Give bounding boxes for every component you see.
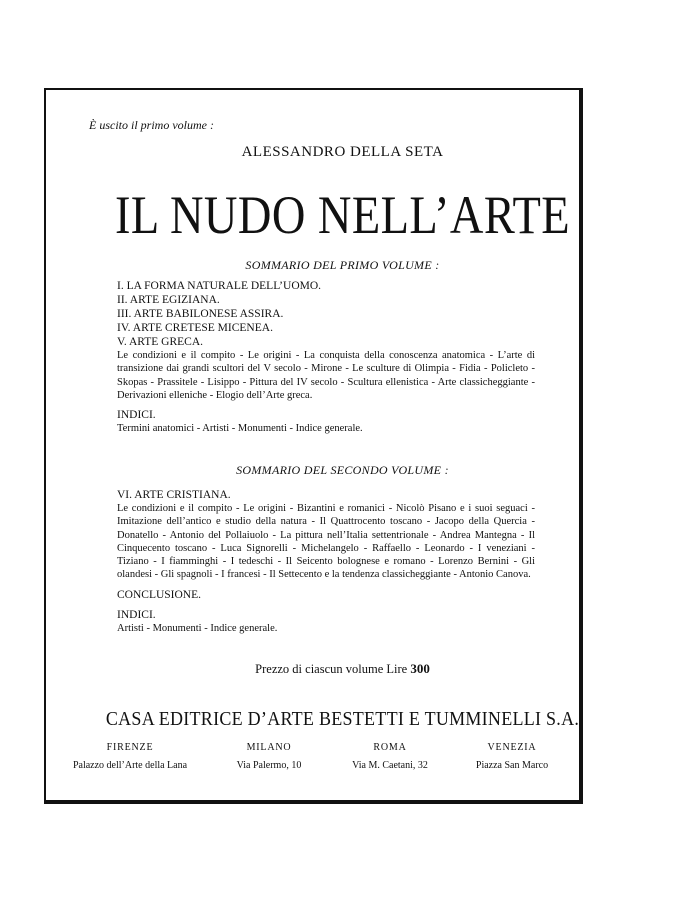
indici-label: INDICI. xyxy=(117,608,156,621)
intro-text: È uscito il primo volume : xyxy=(89,118,214,132)
chapter-item: III. ARTE BABILONESE ASSIRA. xyxy=(117,308,284,320)
chapter-item: IV. ARTE CRETESE MICENEA. xyxy=(117,322,273,334)
book-title: IL NUDO NELL’ARTE xyxy=(114,185,571,245)
author-name: ALESSANDRO DELLA SETA xyxy=(241,144,444,160)
conclusion-label: CONCLUSIONE. xyxy=(117,588,202,601)
office-address: Palazzo dell’Arte della Lana xyxy=(72,760,188,771)
office-city: VENEZIA xyxy=(487,742,537,753)
chapter-greca-contents: Le condizioni e il compito - Le origini - La conquista della conoscenza anatomica - L’arte di transizione dai grandi scultori del V secolo - Mirone - Le sculture di Olimpia - Fidia - Policleto - Skopas - Prassitele - Lisippo - Pittura del IV secolo - Scultura ellenistica - Arte classicheggiante - Derivazioni elleniche - Elogio dell’Arte greca. xyxy=(117,350,535,401)
indici-label: INDICI. xyxy=(117,409,156,422)
chapter-item: I. LA FORMA NATURALE DELL’UOMO. xyxy=(117,280,322,292)
price-line xyxy=(0,661,685,677)
summary-first-volume xyxy=(117,279,535,435)
chapter-item: II. ARTE EGIZIANA. xyxy=(117,294,220,306)
publisher-name: CASA EDITRICE D’ARTE BESTETTI E TUMMINELLI S.A. xyxy=(105,708,580,730)
office-firenze xyxy=(55,742,205,771)
office-city: MILANO xyxy=(246,742,292,753)
chapter-item: V. ARTE GRECA. xyxy=(117,336,203,348)
office-venezia xyxy=(437,742,587,771)
office-address: Via M. Caetani, 32 xyxy=(352,760,428,771)
office-address: Piazza San Marco xyxy=(475,760,549,771)
summary-second-volume-heading: SOMMARIO DEL SECONDO VOLUME : xyxy=(236,463,449,477)
price-label: Prezzo di ciascun volume Lire xyxy=(255,662,408,676)
summary-first-volume-heading: SOMMARIO DEL PRIMO VOLUME : xyxy=(245,258,440,272)
indici-contents: Termini anatomici - Artisti - Monumenti - Indice generale. xyxy=(117,423,363,435)
chapter-item: VI. ARTE CRISTIANA. xyxy=(117,489,231,501)
office-city: FIRENZE xyxy=(106,742,154,753)
office-address: Via Palermo, 10 xyxy=(236,760,302,771)
summary-second-volume xyxy=(117,488,535,635)
price-value: 300 xyxy=(410,661,430,676)
chapter-cristiana-contents: Le condizioni e il compito - Le origini - Bizantini e romanici - Nicolò Pisano e i suoi seguaci - Imitazione dell’antico e studio della natura - Il Quattrocento toscano - Jacopo della Quercia - Donatello - Antonio del Pollaiuolo - La pittura nell’Italia settentrionale - Andrea Mantegna - Il Cinquecento toscano - Luca Signorelli - Michelangelo - Raffaello - Leonardo - I veneziani - Tiziano - I fiamminghi - I tedeschi - Il Seicento bolognese e romano - Lorenzo Bernini - Gli olandesi - Gli spagnoli - I francesi - Il Settecento e la tendenza classicheggiante - Antonio Canova. xyxy=(117,503,535,581)
indici-contents: Artisti - Monumenti - Indice generale. xyxy=(117,622,278,634)
office-city: ROMA xyxy=(373,742,407,753)
